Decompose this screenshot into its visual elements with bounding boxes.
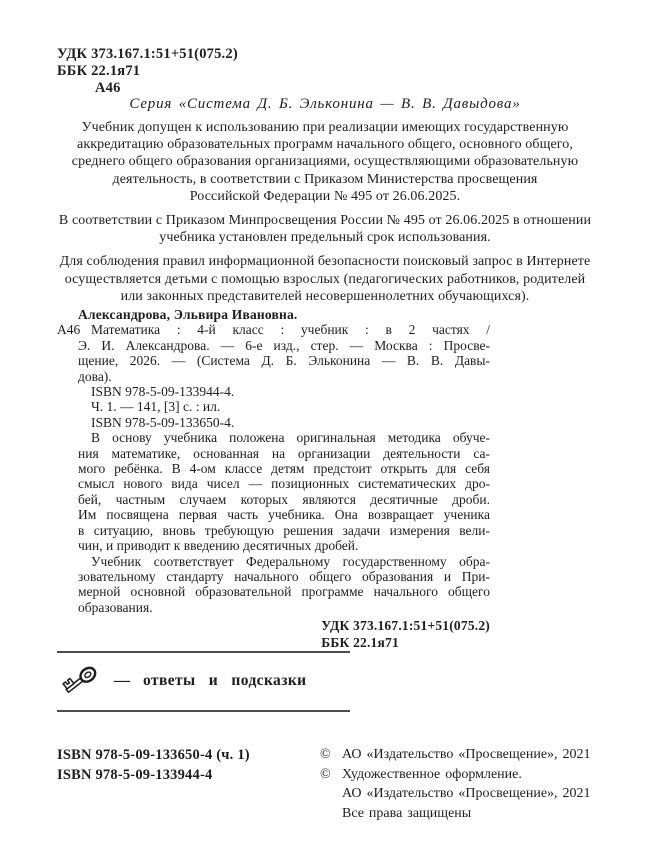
annotation-line: бей, частным случаем которых являются десятичные дроби. <box>78 491 490 507</box>
approval-section <box>0 119 650 312</box>
bbk-code: ББК 22.1я71 <box>57 63 141 79</box>
annotation-line: Им посвящена первая часть учебника. Она возвращает ученика <box>78 507 490 523</box>
annotation-line: зовательному стандарту начального общего образования и При- <box>78 568 490 584</box>
approval-line: аккредитацию образовательных программ начального общего, основного общего, <box>77 137 573 153</box>
annotation-line: ния математике, основанная на организации деятельности са- <box>78 445 490 461</box>
divider-rule-bottom <box>57 710 350 712</box>
copyright-line <box>320 804 591 824</box>
copyright-text: Художественное оформление. <box>342 766 522 782</box>
key-icon <box>59 659 101 703</box>
author-sign-code: А46 <box>95 80 121 96</box>
udk-code-footer: УДК 373.167.1:51+51(075.2) <box>321 618 490 634</box>
annotation-paragraph <box>78 430 490 553</box>
isbn-line: ISBN 978-5-09-133650-4 (ч. 1) <box>57 747 250 763</box>
approval-line: учебника установлен предельный срок использования. <box>159 230 491 246</box>
copyright-text: Все права защищены <box>342 805 472 821</box>
copyright-symbol: © <box>320 747 331 762</box>
copyright-symbol: © <box>320 766 331 782</box>
approval-line: или законных представителей несовершеннолетних обучающихся). <box>120 288 530 304</box>
approval-line: Российской Федерации № 495 от 26.06.2025. <box>189 188 461 204</box>
cataloguing-header <box>57 46 238 97</box>
copyright-text: АО «Издательство «Просвещение», 2021 <box>342 747 591 762</box>
annotation-line: чин, и приводит к введению десятичных дробей. <box>78 538 359 554</box>
bibliographic-line: щение, 2026. — (Система Д. Б. Эльконина — В. В. Давы- <box>78 353 490 369</box>
annotation-line: мого ребёнка. В 4-ом классе детям предстоит открыть для себя <box>78 461 490 477</box>
legend-band <box>57 651 350 712</box>
approval-line: В соответствии с Приказом Минпросвещения России № 495 от 26.06.2025 в отношении <box>58 213 592 229</box>
approval-line: Для соблюдения правил информационной безопасности поисковый запрос в Интернете <box>59 254 591 270</box>
bibliographic-line: Математика : 4-й класс : учебник : в 2 частях / <box>91 322 490 338</box>
part-line: Ч. 1. — 141, [3] с. : ил. <box>91 399 221 415</box>
copyright-line <box>320 765 591 785</box>
isbn-line: ISBN 978-5-09-133650-4. <box>91 414 235 430</box>
catalog-author-code: А46 <box>57 322 81 338</box>
legend-dash: — <box>114 672 130 689</box>
approval-line: деятельность, в соответствии с Приказом Министерства просвещения <box>112 171 538 187</box>
footer-isbn-block <box>57 745 250 785</box>
copyright-symbol <box>320 804 342 824</box>
udk-code: УДК 373.167.1:51+51(075.2) <box>57 46 238 62</box>
approval-line: среднего общего образования организациями, осуществляющими образовательную <box>71 154 579 170</box>
annotation-line: в ситуацию, вновь требующую решения задачи измерения вели- <box>78 522 490 538</box>
annotation-line: Учебник соответствует Федеральному государственному обра- <box>91 553 490 569</box>
copyright-line <box>320 784 591 804</box>
legend-row <box>57 653 350 710</box>
copyright-line <box>320 745 591 765</box>
approval-paragraph <box>0 253 650 305</box>
catalog-codes-footer <box>78 618 490 651</box>
catalog-card <box>57 307 490 651</box>
bbk-code-footer: ББК 22.1я71 <box>321 634 399 650</box>
annotation-line: мерной основной образовательной программе начального общего <box>78 584 490 600</box>
copyright-symbol <box>320 784 342 804</box>
annotation-paragraph <box>78 554 490 616</box>
series-title: Серия «Система Д. Б. Эльконина — В. В. Давыдова» <box>129 96 521 112</box>
legend-label: ответы и подсказки <box>143 672 307 689</box>
isbn-line: ISBN 978-5-09-133944-4. <box>91 384 235 400</box>
approval-paragraph <box>0 212 650 246</box>
catalog-author-name: Александрова, Эльвира Ивановна. <box>78 307 298 322</box>
approval-line: Учебник допущен к использованию при реализации имеющих государственную <box>81 120 569 135</box>
approval-line: осуществляется детьми с помощью взрослых (педагогических работников, родителей <box>64 271 586 287</box>
approval-paragraph <box>0 119 650 205</box>
annotation-line: образования. <box>78 599 153 615</box>
copyright-block <box>320 745 591 823</box>
bibliographic-line: дова). <box>78 368 112 384</box>
annotation-line: В основу учебника положена оригинальная методика обуче- <box>91 430 490 446</box>
annotation-line: смысл нового вида чисел — позиционных систематических дро- <box>78 476 490 492</box>
copyright-text: АО «Издательство «Просвещение», 2021 <box>342 786 591 801</box>
isbn-line: ISBN 978-5-09-133944-4 <box>57 767 213 783</box>
bibliographic-line: Э. И. Александрова. — 6-е изд., стер. — Москва : Просве- <box>78 337 490 353</box>
